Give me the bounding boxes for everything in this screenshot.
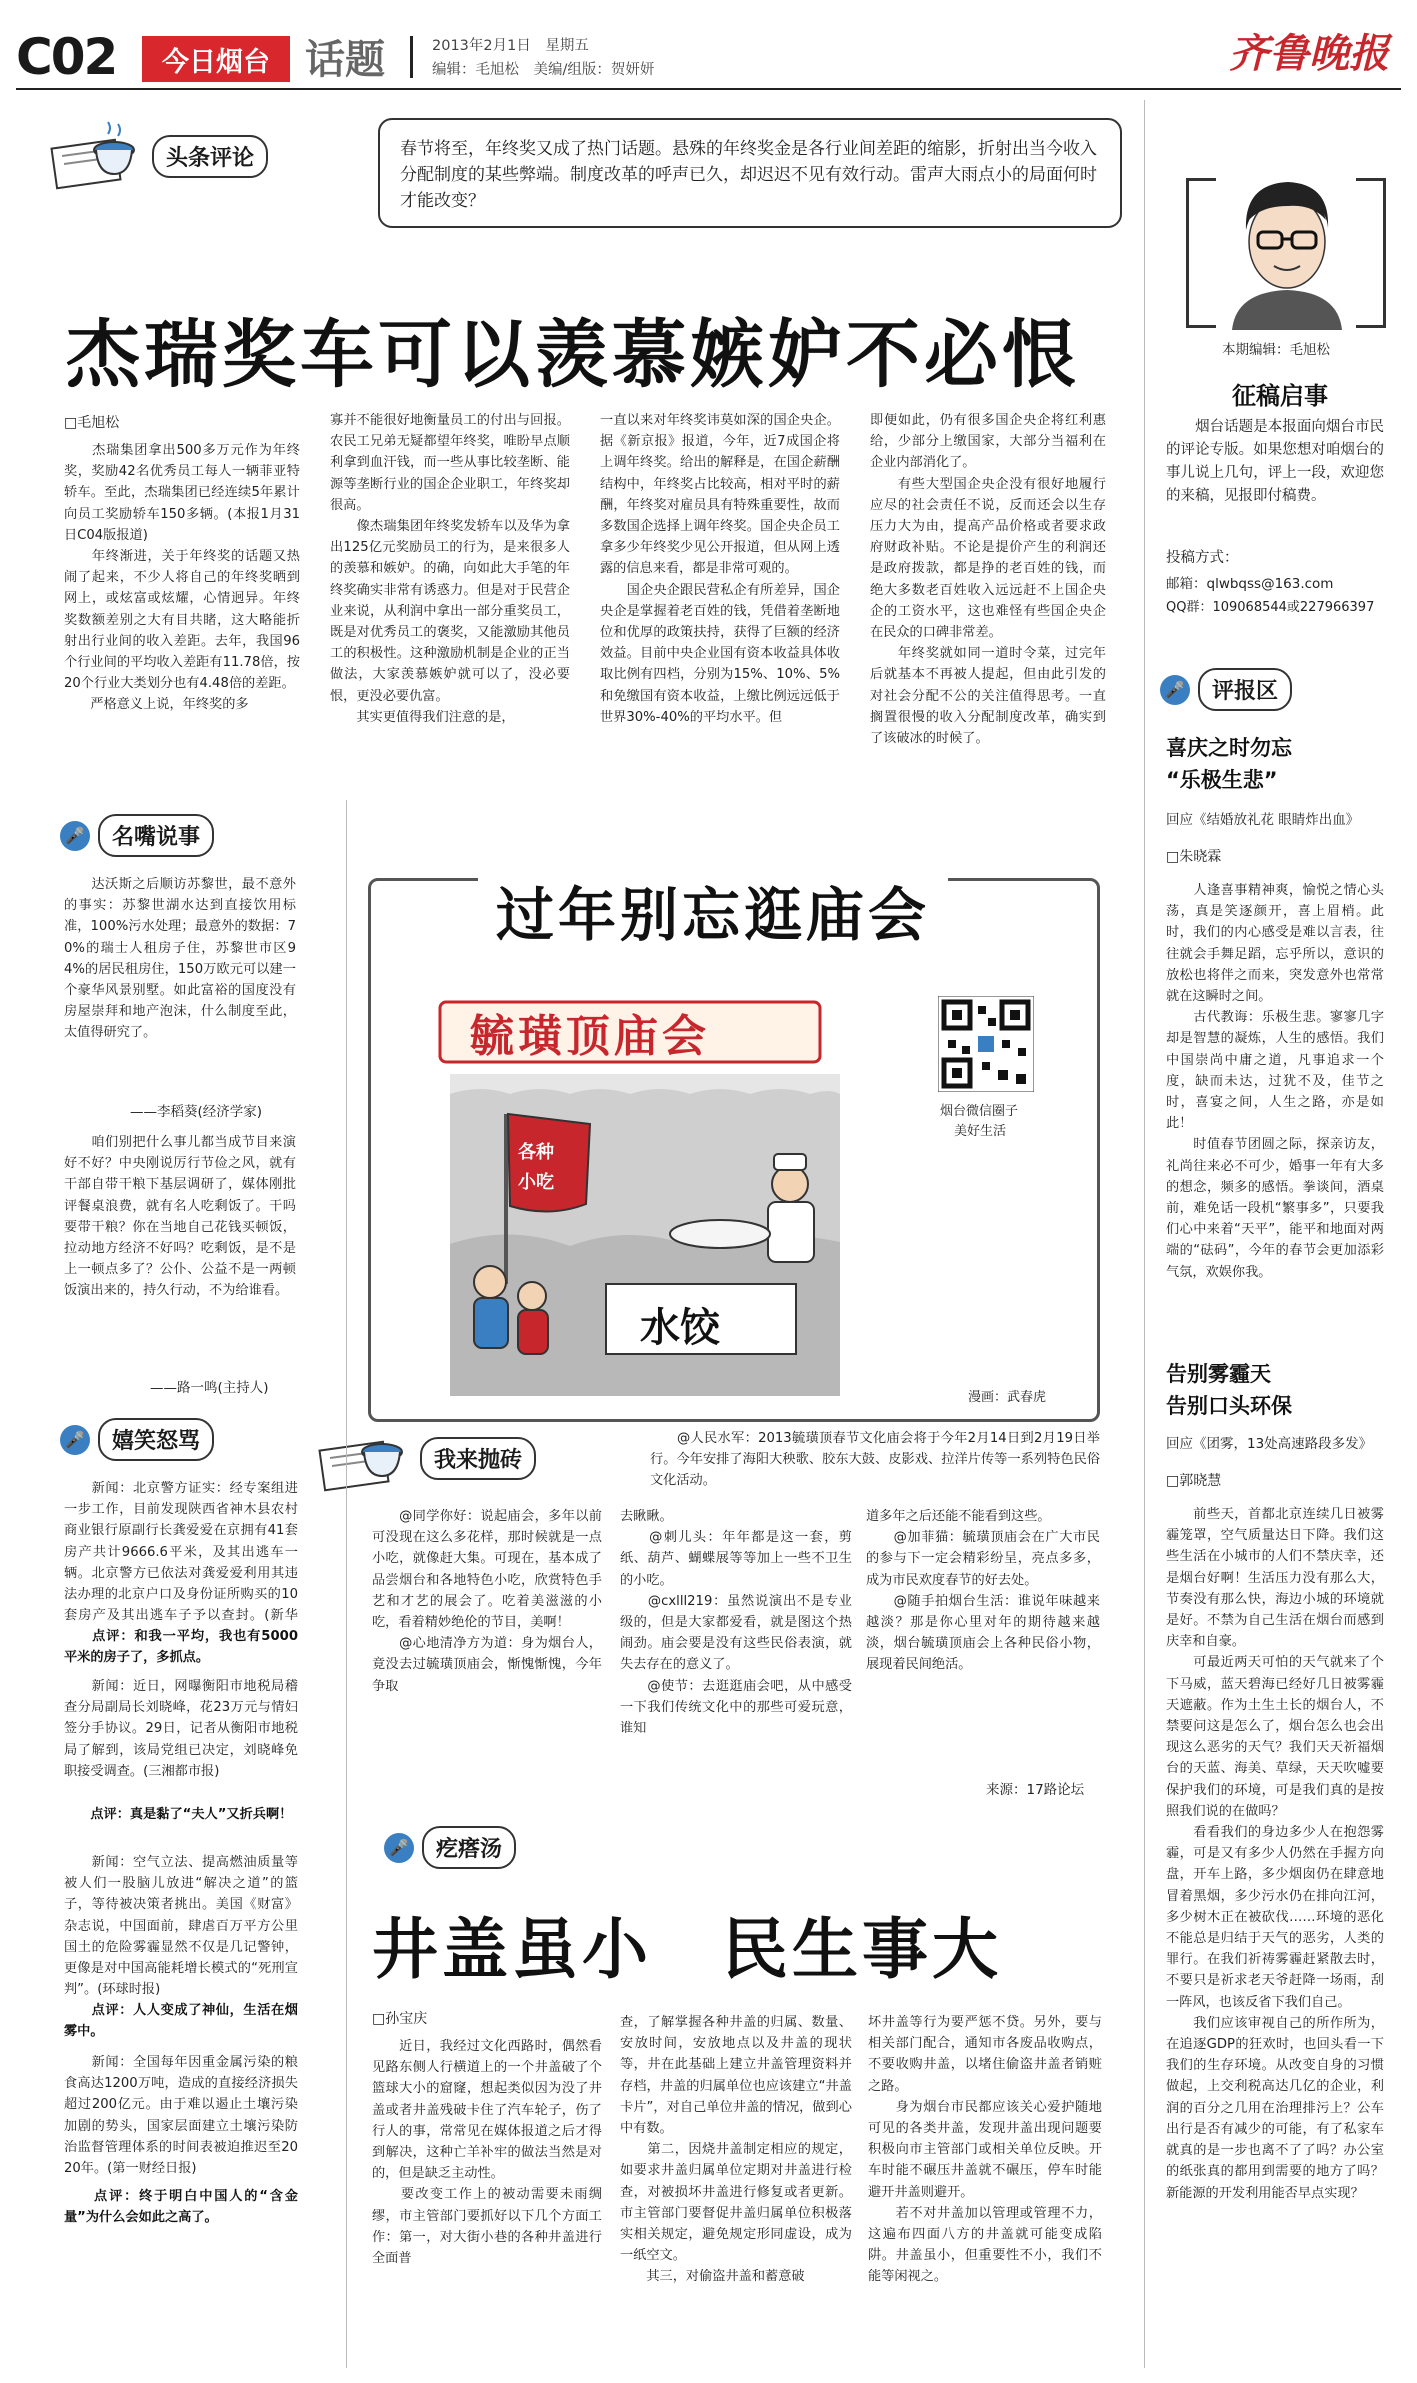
xixiao-comment-1: 点评：和我一平均，我也有5000平米的房子了，多抓点。 <box>64 1629 298 1666</box>
editor-line: 编辑：毛旭松 美编/组版：贺妍妍 <box>432 62 655 78</box>
paozhuan-source: 来源：17路论坛 <box>986 1782 1085 1798</box>
header-divider <box>410 36 413 78</box>
geda-col-3: 坏井盖等行为要严惩不贷。另外，要与相关部门配合，通知市各废品收购点，不要收购井盖，以堵住偷盗井盖者销赃之路。 身为烟台市民都应该关心爱护随地可见的各类井盖，发现井盖出现问题要积极向市主管部门或相关单位反映。开车时能不碾压井盖就不碾压，停车时能避开井盖则避开。 若不对井盖加以管理或管理不力，这遍布四面八方的井盖就可能变成陷阱。井盖虽小，但重要性不小，我们不能等闲视之。 <box>868 2015 1102 2285</box>
contact-email: 邮箱：qlwbqss@163.com <box>1166 576 1334 592</box>
page-number: C02 <box>16 28 117 86</box>
xixiao-news-1: 新闻：北京警方证实：经专案组进一步工作，目前发现陕西省神木县农村商业银行原副行长龚爱爱在京拥有41套房产共计9666.6平米，及其出逃车一辆。北京警方已依法对龚爱爱利用其违法办理的北京户口及身份证所购买的10套房产及其出逃车子予以查封。(新华 <box>64 1481 298 1624</box>
paozhuan-label-text: 我来抛砖 <box>420 1437 536 1480</box>
lead-col-1: 杰瑞集团拿出500多万元作为年终奖，奖励42名优秀员工每人一辆菲亚特轿车。至此，杰瑞集团已经连续5年累计向员工奖励轿车150多辆。(本报1月31日C04版报道) 年终渐进，关于年终奖的话题又热闹了起来，不少人将自己的年终奖晒到网上，或炫富或炫耀，心情迥异。年终奖数额差别之大有目共睹，这大略能折射出行业间的收入差距。去年，我国96个行业间的平均收入差距有11.78倍，按20个行业大类划分也有4.48倍的差距。 严格意义上说，年终奖的多 <box>64 443 300 713</box>
portrait-bracket-right <box>1356 178 1386 328</box>
paozhuan-col-2: 去瞅瞅。 @刺儿头：年年都是这一套，剪纸、葫芦、蝴蝶展等等加上一些不卫生的小吃。 @cxlll219：虽然说演出不是专业级的，但是大家都爱看，就是图这个热闹劲。庙会要是没有这些民俗表演，就失去存在的意义了。 @使节：去逛逛庙会吧，从中感受一下我们传统文化中的那些可爱玩意，谁知 <box>620 1509 852 1737</box>
editor-caption: 本期编辑：毛旭松 <box>1222 342 1330 358</box>
a1-title-1: 喜庆之时勿忘 <box>1166 736 1292 760</box>
a2-title-2: 告别口头环保 <box>1166 1394 1292 1418</box>
section-tag: 今日烟台 <box>142 36 290 82</box>
mingzui-label-text: 名嘴说事 <box>98 814 214 857</box>
geda-label-text: 疙瘩汤 <box>422 1826 516 1869</box>
paozhuan-col-3: 道多年之后还能不能看到这些。 @加菲猫：毓璜顶庙会在广大市民的参与下一定会精彩纷呈，亮点多多，成为市民欢度春节的好去处。 @随手拍烟台生活：谁说年味越来越淡？那是你心里对年的期待越来越淡，烟台毓璜顶庙会上各种民俗小物，展现着民间绝活。 <box>866 1509 1100 1673</box>
date-line: 2013年2月1日 星期五 <box>432 38 589 54</box>
microphone-icon: 🎤 <box>384 1833 414 1863</box>
qr-caption-2: 美好生活 <box>954 1124 1007 1139</box>
a1-title-2: “乐极生悲” <box>1166 768 1278 792</box>
header-rule <box>16 88 1401 90</box>
pingbao-label-text: 评报区 <box>1198 668 1292 711</box>
xixiao-label <box>60 1418 214 1461</box>
lead-col-3: 一直以来对年终奖讳莫如深的国企央企。据《新京报》报道，今年，近7成国企将上调年终奖。给出的解释是，在国企薪酬结构中，年终奖占比较高，相对平时的薪酬，年终奖对雇员具有特殊重要性，故而多数国企选择上调年终奖。国企央企员工拿多少年终奖少见公开报道，但从网上透露的信息来看，都是非常可观的。 国企央企跟民营私企有所差异，国企央企是掌握着老百姓的钱，凭借着垄断地位和优厚的政策扶持，获得了巨额的经济效益。目前中央企业国有资本收益具体收取比例有四档，分别为15%、10%、5%和免缴国有资本收益，上缴比例远远低于世界30%-40%的平均水平。但 <box>600 413 840 725</box>
xixiao-comment-4: 点评：终于明白中国人的“含金量”为什么会如此之高了。 <box>64 2189 298 2226</box>
flag-text-1: 各种 <box>518 1142 554 1163</box>
lead-col-4: 即便如此，仍有很多国企央企将红利惠给，少部分上缴国家，大部分当福利在企业内部消化了。 有些大型国企央企没有很好地履行应尽的社会责任不说，反而还会以生存压力大为由，提高产品价格或者要求政府财政补贴。不论是提价产生的利润还是政府拨款，都是挣的老百姓的钱，而绝大多数老百姓收入远远赶不上国企央企的工资水平，这也难怪有些国企央企在民众的口碑非常差。 年终奖就如同一道时令菜，过完年后就基本不再被人提起，但由此引发的对社会分配不公的关注值得思考。一直搁置很慢的收入分配制度改革，确实到了该破冰的时候了。 <box>870 413 1106 747</box>
paozhuan-intro: @人民水军：2013毓璜顶春节文化庙会将于今年2月14日到2月19日举行。今年安排了海阳大秧歌、胶东大鼓、皮影戏、拉洋片传等一系列特色民俗文化活动。 <box>650 1431 1100 1489</box>
a1-body: 人逢喜事精神爽，愉悦之情心头荡，真是笑逐颜开，喜上眉梢。此时，我们的内心感受是难以言表，往往就会手舞足蹈，忘乎所以，意识的放松也将伴之而来，突发意外也常常就在这瞬时之间。 古代教诲：乐极生悲。寥寥几字却是智慧的凝炼，人生的感悟。我们中国崇尚中庸之道，凡事追求一个度，缺而未达，过犹不及，佳节之时，喜宴之间，人生之路，亦是如此！ 时值春节团圆之际，探亲访友，礼尚往来必不可少，婚事一年有大多的想念，频多的感悟。拳谈间，酒桌前，难免话一段机“繁事多”，只要我们心中来着“天平”，能平和地面对两端的“砝码”，今年的春节会更加添彩气氛，欢娱你我。 <box>1166 883 1384 1280</box>
geda-label <box>384 1826 516 1869</box>
paper-logo: 齐鲁晚报 <box>1229 30 1389 77</box>
a1-byline: □朱晓霖 <box>1166 849 1222 865</box>
column-separator <box>1144 100 1145 2368</box>
geda-col-2: 查，了解掌握各种井盖的归属、数量、安放时间，安放地点以及井盖的现状等，井在此基础上建立井盖管理资料并存档，井盖的归属单位也应该建立“井盖卡片”，对自己单位井盖的情况，做到心中有数。 第二，因烧井盖制定相应的规定，如要求井盖归属单位定期对井盖进行检查，对被损坏井盖进行修复或者更新。市主管部门要督促井盖归属单位积极落实相关规定，避免规定形同虚设，成为一纸空文。 其三，对偷盗井盖和蓄意破 <box>620 2015 852 2285</box>
dumpling-sign: 水饺 <box>640 1305 720 1351</box>
xixiao-news-2: 新闻：近日，网曝衡阳市地税局稽查分局副局长刘晓峰，花23万元与情妇签分手协议。29日，记者从衡阳市地税局了解到，该局党组已决定，刘晓峰免职接受调查。(三湘都市报) <box>64 1679 298 1779</box>
paozhuan-col-1: @同学你好：说起庙会，多年以前可没现在这么多花样，那时候就是一点小吃，就像赶大集。可现在，基本成了品尝烟台和各地特色小吃，欣赏特色手艺和才艺的展会了。吃着美滋滋的小吃，看着精妙绝伦的节目，美啊！ @心地清净方为道：身为烟台人，竟没去过毓璜顶庙会，惭愧惭愧，今年争取 <box>372 1509 602 1694</box>
xixiao-comment-2: 点评：真是黏了“夫人”又折兵啊！ <box>64 1807 293 1822</box>
qr-caption-1: 烟台微信圈子 <box>940 1104 1019 1119</box>
xixiao-label-text: 嬉笑怒骂 <box>98 1418 214 1461</box>
cartoon-credit: 漫画：武春虎 <box>968 1390 1047 1405</box>
temple-title: 过年别忘逛庙会 <box>478 868 948 952</box>
zhenggao-text: 烟台话题是本报面向烟台市民的评论专版。如果您想对咱烟台的事儿说上几句，评上一段，欢迎您的来稿，见报即付稿费。 <box>1166 419 1384 504</box>
lead-label-text: 头条评论 <box>152 135 268 178</box>
temple-banner: 毓璜顶庙会 <box>470 1011 710 1062</box>
flag-text-2: 小吃 <box>518 1172 554 1193</box>
microphone-icon: 🎤 <box>60 1425 90 1455</box>
xixiao-news-3: 新闻：空气立法、提高燃油质量等被人们一股脑儿放进“解决之道”的篮子，等待被决策者挑出。美国《财富》杂志说，中国面前，肆虐百万平方公里国土的危险雾霾显然不仅是几记警钟，更像是对中国高能耗增长模式的“死刑宣判”。(环球时报) <box>64 1855 298 1998</box>
geda-byline: □孙宝庆 <box>372 2011 428 2027</box>
qr-code-icon <box>938 996 1034 1092</box>
mingzui-label <box>60 814 214 857</box>
mingzui-p2: 咱们别把什么事儿都当成节目来演好不好？中央刚说厉行节俭之风，就有干部自带干粮下基层调研了，媒体刚批评餐桌浪费，就有名人吃剩饭了。干吗要带干粮？你在当地自己花钱买顿饭，拉动地方经济不好吗？吃剩饭，是不是上一顿点多了？公仆、公益不是一两顿饭演出来的，持久行动，不为给谁看。 <box>64 1135 296 1299</box>
editor-portrait <box>1222 170 1352 330</box>
mingzui-sig2: ——路一鸣(主持人) <box>150 1380 269 1396</box>
a2-reply: 回应《团雾，13处高速路段多发》 <box>1166 1436 1373 1452</box>
newspaper-coffee-icon <box>316 1422 412 1494</box>
lead-title: 杰瑞奖车可以羡慕嫉妒不必恨 <box>66 312 1080 398</box>
a2-byline: □郭晓慧 <box>1166 1473 1222 1489</box>
column-name: 话题 <box>305 37 385 83</box>
xixiao-news-4: 新闻：全国每年因重金属污染的粮食高达1200万吨，造成的直接经济损失超过200亿元。由于难以遏止土壤污染加剧的势头，国家层面建立土壤污染防治监督管理体系的时间表被迫推迟至2020年。(第一财经日报) <box>64 2055 298 2177</box>
contact-qq: QQ群：109068544或227966397 <box>1166 600 1375 615</box>
microphone-icon: 🎤 <box>60 821 90 851</box>
geda-title: 井盖虽小 民生事大 <box>372 1911 1002 1988</box>
portrait-bracket-left <box>1186 178 1216 328</box>
newspaper-coffee-icon <box>48 120 144 192</box>
a2-title-1: 告别雾霾天 <box>1166 1362 1271 1386</box>
xixiao-comment-3: 点评：人人变成了神仙，生活在烟雾中。 <box>64 2003 298 2040</box>
lead-intro: 春节将至，年终奖又成了热门话题。悬殊的年终奖金是各行业间差距的缩影，折射出当今收入分配制度的某些弊端。制度改革的呼声已久，却迟迟不见有效行动。雷声大雨点小的局面何时才能改变？ <box>400 139 1097 211</box>
zhenggao-title: 征稿启事 <box>1232 382 1328 410</box>
contact-title: 投稿方式： <box>1166 550 1239 566</box>
a1-reply: 回应《结婚放礼花 眼睛炸出血》 <box>1166 812 1360 828</box>
mingzui-sig1: ——李稻葵(经济学家) <box>130 1104 263 1120</box>
lead-label <box>48 120 268 192</box>
mingzui-p1: 达沃斯之后顺访苏黎世，最不意外的事实：苏黎世湖水达到直接饮用标准，100%污水处理；最意外的数据：70%的瑞士人租房子住，苏黎世市区94%的居民租房住，150万欧元可以建一个豪华风景别墅。如此富裕的国度没有房屋崇拜和地产泡沫，什么制度至此，太值得研究了。 <box>64 877 296 1041</box>
geda-col-1: 近日，我经过文化西路时，偶然看见路东侧人行横道上的一个井盖破了个篮球大小的窟窿，想起类似因为没了井盖或者井盖残破卡住了汽车轮子，伤了行人的事，常常见在媒体报道之后才得到解决，这种亡羊补牢的做法当然是对的，但是缺乏主动性。 要改变工作上的被动需要未雨绸缪，市主管部门要抓好以下几个方面工作：第一，对大街小巷的各种井盖进行全面普 <box>372 2039 602 2267</box>
pingbao-label <box>1160 668 1292 711</box>
a2-body: 前些天，首都北京连续几日被雾霾笼罩，空气质量达日下降。我们这些生活在小城市的人们不禁庆幸，还是烟台好啊！生活压力没有那么大，节奏没有那么快，海边小城的环境就是好。不禁为自己生活在烟台而感到庆幸和自豪。 可最近两天可怕的天气就来了个下马威，蓝天碧海已经好几日被雾霾天遮蔽。作为土生土长的烟台人，不禁要问这是怎么了，烟台怎么也会出现这么恶劣的天气？我们天天祈福烟台的天蓝、海美、草绿，天天吹嘘要保护我们的环境，可是我们真的是按照我们说的在做吗？ 看看我们的身边多少人在抱怨雾霾，可是又有多少人仍然在手握方向盘，开车上路，多少烟囱仍在肆意地冒着黑烟，多少污水仍在排向江河，多少树木正在被砍伐……环境的恶化不能总是归结于天气的恶劣，人类的罪行。在我们祈祷雾霾赶紧散去时，不要只是祈求老天爷赶降一场雨，刮一阵风，也该反省下我们自己。 我们应该审视自己的所作所为，在追逐GDP的狂欢时，也回头看一下我们的生存环境。从改变自身的习惯做起，上交利税高达几亿的企业，利润的百分之几用在治理排污上？公车出行是否有减少的可能，有了私家车就真的是一步也离不了了吗？办公室的纸张真的都用到需要的地方了吗？新能源的开发利用能否早点实现？ <box>1166 1507 1384 2201</box>
microphone-icon: 🎤 <box>1160 675 1190 705</box>
lead-byline: □毛旭松 <box>64 415 120 431</box>
lead-col-2: 寡并不能很好地衡量员工的付出与回报。农民工兄弟无疑都望年终奖，唯盼早点顺利拿到血汗钱，而一些从事比较垄断、能源等垄断行业的国企企业职工，年终奖却很高。 像杰瑞集团年终奖发轿车以及华为拿出125亿元奖励员工的行为，是来很多人的羡慕和嫉妒。的确，向如此大手笔的年终奖确实非常有诱惑力。但是对于民营企业来说，从利润中拿出一部分重奖员工，既是对优秀员工的褒奖，又能激励其他员工的积极性。这种激励机制是企业的正当做法，大家羡慕嫉妒就可以了，没必要恨，更没必要仇富。 其实更值得我们注意的是， <box>330 413 570 725</box>
paozhuan-label <box>316 1422 536 1494</box>
column-separator <box>346 800 347 2368</box>
